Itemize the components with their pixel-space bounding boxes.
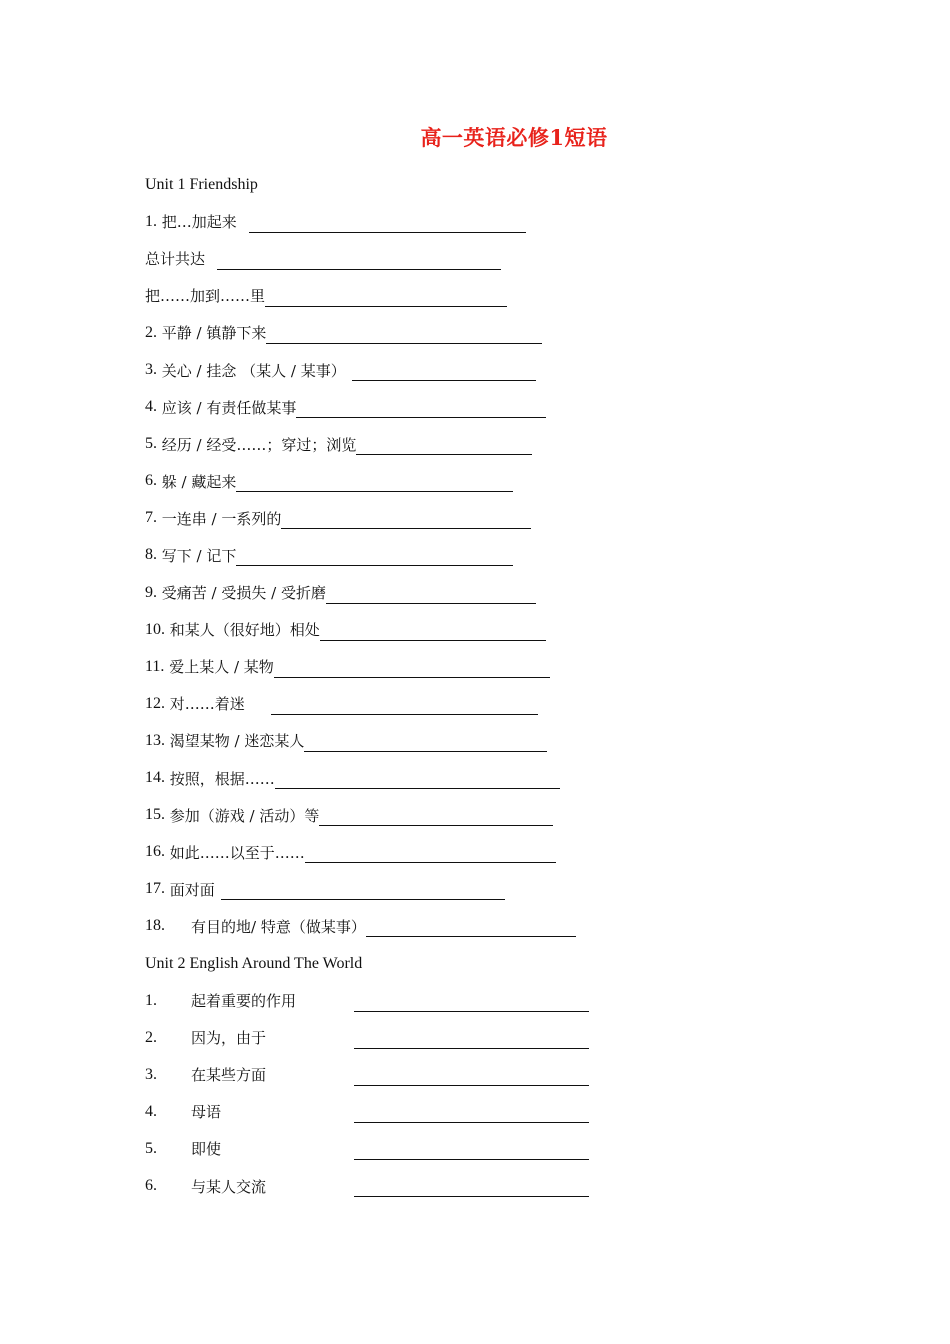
list-item bbox=[145, 463, 665, 500]
answer-blank[interactable] bbox=[236, 476, 513, 492]
item-text: 把……加到……里 bbox=[145, 287, 266, 306]
item-text: 渴望某物 / 迷恋某人 bbox=[169, 732, 305, 751]
answer-blank[interactable] bbox=[326, 588, 536, 604]
answer-blank[interactable] bbox=[265, 291, 507, 307]
item-text: 因为，由于 bbox=[191, 1029, 267, 1048]
item-number: 18. bbox=[145, 917, 165, 935]
list-item bbox=[145, 1093, 665, 1130]
list-item bbox=[145, 314, 665, 351]
answer-blank[interactable] bbox=[236, 550, 513, 566]
answer-blank[interactable] bbox=[354, 1107, 589, 1123]
item-text: 关心 / 挂念 （某人 / 某事） bbox=[161, 361, 346, 380]
item-number: 17. bbox=[145, 880, 165, 898]
list-item bbox=[145, 1130, 665, 1167]
item-number: 12. bbox=[145, 694, 165, 712]
list-item bbox=[145, 760, 665, 797]
item-number: 13. bbox=[145, 731, 165, 749]
item-number: 9. bbox=[145, 583, 157, 601]
list-item bbox=[145, 722, 665, 759]
list-item bbox=[145, 500, 665, 537]
item-text: 按照，根据…… bbox=[169, 769, 275, 788]
item-text: 在某些方面 bbox=[191, 1066, 267, 1085]
item-number: 1. bbox=[145, 212, 157, 230]
item-number: 1. bbox=[145, 991, 157, 1009]
answer-blank[interactable] bbox=[354, 1144, 589, 1160]
list-item bbox=[145, 1019, 665, 1056]
list-item bbox=[145, 240, 665, 277]
list-item bbox=[145, 277, 665, 314]
item-text: 爱上某人 / 某物 bbox=[169, 658, 274, 677]
list-item bbox=[145, 537, 665, 574]
item-number: 16. bbox=[145, 843, 165, 861]
unit1-heading: Unit 1 Friendship bbox=[145, 175, 258, 193]
item-number: 5. bbox=[145, 435, 157, 453]
answer-blank[interactable] bbox=[354, 1070, 589, 1086]
item-text: 和某人（很好地）相处 bbox=[169, 621, 320, 640]
answer-blank[interactable] bbox=[271, 699, 538, 715]
item-text: 与某人交流 bbox=[191, 1177, 267, 1196]
list-item bbox=[145, 611, 665, 648]
answer-blank[interactable] bbox=[354, 1033, 589, 1049]
list-item bbox=[145, 797, 665, 834]
item-number: 3. bbox=[145, 1065, 157, 1083]
item-number: 14. bbox=[145, 769, 165, 787]
item-text: 经历 / 经受……；穿过；浏览 bbox=[161, 435, 357, 454]
item-text: 即使 bbox=[191, 1140, 222, 1159]
item-number: 7. bbox=[145, 509, 157, 527]
page-title: 高一英语必修1短语 bbox=[420, 125, 608, 150]
list-item bbox=[145, 203, 665, 240]
item-text: 一连串 / 一系列的 bbox=[161, 509, 282, 528]
answer-blank[interactable] bbox=[304, 736, 547, 752]
list-item bbox=[145, 685, 665, 722]
item-text: 躲 / 藏起来 bbox=[161, 472, 237, 491]
answer-blank[interactable] bbox=[320, 625, 546, 641]
worksheet bbox=[145, 166, 665, 1205]
answer-blank[interactable] bbox=[366, 921, 576, 937]
answer-blank[interactable] bbox=[319, 810, 553, 826]
list-item bbox=[145, 1168, 665, 1205]
item-text: 受痛苦 / 受损失 / 受折磨 bbox=[161, 584, 326, 603]
answer-blank[interactable] bbox=[354, 1181, 589, 1197]
item-text: 写下 / 记下 bbox=[161, 546, 237, 565]
item-number: 2. bbox=[145, 323, 157, 341]
item-number: 3. bbox=[145, 361, 157, 379]
answer-blank[interactable] bbox=[296, 402, 546, 418]
item-number: 11. bbox=[145, 657, 165, 675]
item-number: 2. bbox=[145, 1028, 157, 1046]
answer-blank[interactable] bbox=[305, 847, 556, 863]
item-text: 把…加起来 bbox=[161, 213, 237, 232]
item-number: 6. bbox=[145, 472, 157, 490]
list-item bbox=[145, 351, 665, 388]
list-item bbox=[145, 389, 665, 426]
answer-blank[interactable] bbox=[266, 328, 542, 344]
item-number: 4. bbox=[145, 398, 157, 416]
answer-blank[interactable] bbox=[249, 217, 526, 233]
list-item bbox=[145, 574, 665, 611]
item-text: 平静 / 镇静下来 bbox=[161, 324, 267, 343]
item-text: 参加（游戏 / 活动）等 bbox=[169, 806, 320, 825]
item-text: 有目的地/ 特意（做某事） bbox=[191, 917, 366, 936]
answer-blank[interactable] bbox=[217, 254, 501, 270]
answer-blank[interactable] bbox=[354, 996, 589, 1012]
item-text: 母语 bbox=[191, 1103, 222, 1122]
answer-blank[interactable] bbox=[352, 365, 536, 381]
item-number: 6. bbox=[145, 1177, 157, 1195]
answer-blank[interactable] bbox=[281, 513, 531, 529]
answer-blank[interactable] bbox=[221, 884, 505, 900]
list-item bbox=[145, 1056, 665, 1093]
item-number: 8. bbox=[145, 546, 157, 564]
item-number: 15. bbox=[145, 806, 165, 824]
item-text: 对……着迷 bbox=[169, 695, 245, 714]
list-item bbox=[145, 648, 665, 685]
unit2-heading: Unit 2 English Around The World bbox=[145, 954, 363, 972]
answer-blank[interactable] bbox=[356, 439, 532, 455]
list-item bbox=[145, 871, 665, 908]
item-text: 起着重要的作用 bbox=[191, 992, 297, 1011]
item-number: 5. bbox=[145, 1139, 157, 1157]
list-item bbox=[145, 908, 665, 945]
answer-blank[interactable] bbox=[275, 773, 560, 789]
item-text: 应该 / 有责任做某事 bbox=[161, 398, 297, 417]
item-text: 总计共达 bbox=[145, 250, 206, 269]
item-text: 如此……以至于…… bbox=[169, 843, 305, 862]
item-text: 面对面 bbox=[169, 880, 215, 899]
list-item bbox=[145, 426, 665, 463]
list-item bbox=[145, 834, 665, 871]
list-item bbox=[145, 982, 665, 1019]
answer-blank[interactable] bbox=[274, 662, 550, 678]
item-number: 4. bbox=[145, 1102, 157, 1120]
item-number: 10. bbox=[145, 620, 165, 638]
